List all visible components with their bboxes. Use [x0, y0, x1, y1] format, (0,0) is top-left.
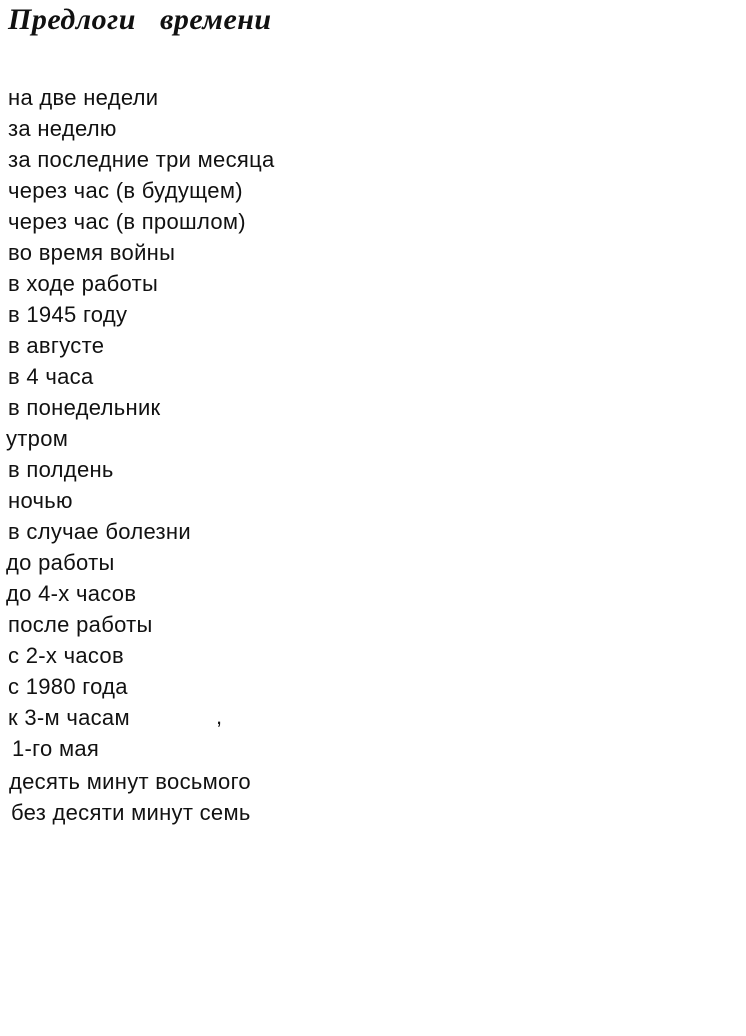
russian-phrase: за неделю	[8, 116, 117, 141]
russian-phrase: за последние три месяца	[8, 147, 275, 172]
russian-phrase: с 1980 года	[8, 674, 128, 699]
russian-phrase: через час (в прошлом)	[8, 209, 246, 234]
russian-phrase: в понедельник	[8, 395, 161, 420]
russian-phrase: во время войны	[8, 240, 176, 265]
russian-phrase: в 1945 году	[8, 302, 128, 327]
russian-phrase: к 3-м часам	[8, 705, 130, 730]
russian-phrase: десять минут восьмого	[9, 769, 251, 794]
stray-comma: ,	[216, 704, 223, 729]
russian-phrase: в случае болезни	[8, 519, 191, 544]
russian-phrase: без десяти минут семь	[11, 800, 251, 825]
russian-phrase: через час (в будущем)	[8, 178, 243, 203]
russian-phrase: с 2-х часов	[8, 643, 124, 668]
russian-phrase: ночью	[8, 488, 73, 513]
russian-phrase: на две недели	[8, 85, 159, 110]
russian-phrase: до 4-х часов	[6, 581, 137, 606]
page-title: Предлоги времени	[8, 3, 272, 36]
russian-phrase: утром	[6, 426, 69, 451]
russian-phrase: после работы	[8, 612, 153, 637]
russian-phrase: до работы	[6, 550, 115, 575]
russian-phrase: 1-го мая	[12, 736, 100, 761]
russian-phrase: в августе	[8, 333, 105, 358]
russian-phrase: в 4 часа	[8, 364, 94, 389]
russian-phrase: в ходе работы	[8, 271, 159, 296]
russian-phrase: в полдень	[8, 457, 114, 482]
